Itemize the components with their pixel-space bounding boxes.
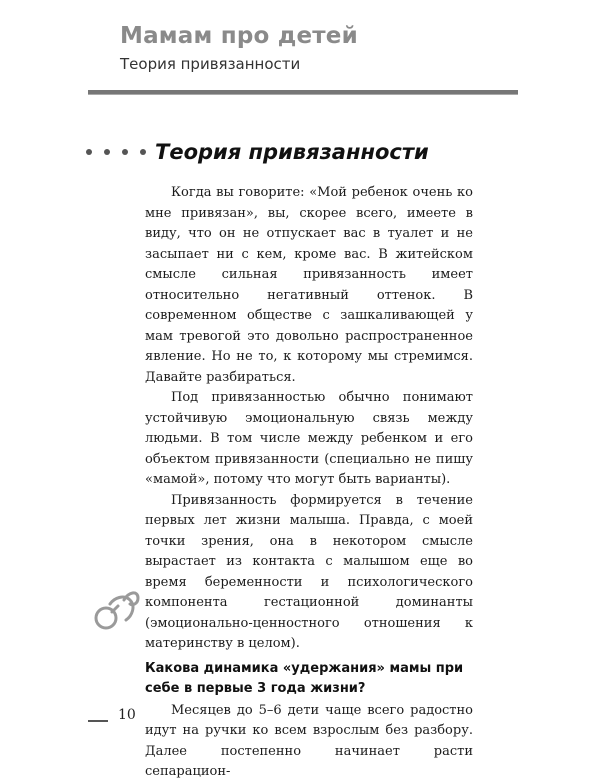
section-bullet-dots — [86, 149, 146, 155]
section-heading — [86, 140, 429, 164]
paragraph: Месяцев до 5–6 дети чаще всего радостно идут на ручки ко всем взрослым без разбору. Далее постепенно начинает расти сепарацион- — [145, 702, 473, 779]
footer-rule — [88, 720, 108, 722]
paragraph: Привязанность формируется в течение первых лет жизни малыша. Правда, с моей точки зрения, она в некотором смысле вырастает из контакта с малышом еще во время беременности и психологического компонента гестационной доминанты (эмоционально-ценностного отношения к материнству в целом). — [145, 492, 473, 651]
pacifier-icon — [90, 582, 142, 634]
bullet-dot-icon — [140, 149, 146, 155]
section-title: Теория привязанности — [155, 140, 429, 164]
bullet-dot-icon — [104, 149, 110, 155]
running-head — [120, 22, 358, 73]
paragraph: Когда вы говорите: «Мой ребенок очень ко мне привязан», вы, скорее всего, имеете в виду, что он не отпускает вас в туалет и не засыпает ни с кем, кроме вас. В житейском смысле сильная привязанность имеет относительно негативный оттенок. В современном обществе с зашкаливающей у мам тревогой это довольно распространенное явление. Но не то, к которому мы стремимся. Давайте разбираться. — [145, 185, 473, 385]
book-title: Мамам про детей — [120, 23, 358, 49]
page-number: 10 — [118, 707, 136, 723]
body-text — [145, 183, 473, 783]
subheading: Какова динамика «удержания» мамы при себе в первые 3 года жизни? — [145, 660, 464, 696]
paragraph: Под привязанностью обычно понимают устойчивую эмоциональную связь между людьми. В том числе между ребенком и его объектом привязанности (специально не пишу «мамой», потому что могут быть варианты). — [145, 390, 473, 487]
bullet-dot-icon — [122, 149, 128, 155]
header-divider — [88, 90, 518, 95]
running-subtitle: Теория привязанности — [120, 55, 301, 73]
bullet-dot-icon — [86, 149, 92, 155]
